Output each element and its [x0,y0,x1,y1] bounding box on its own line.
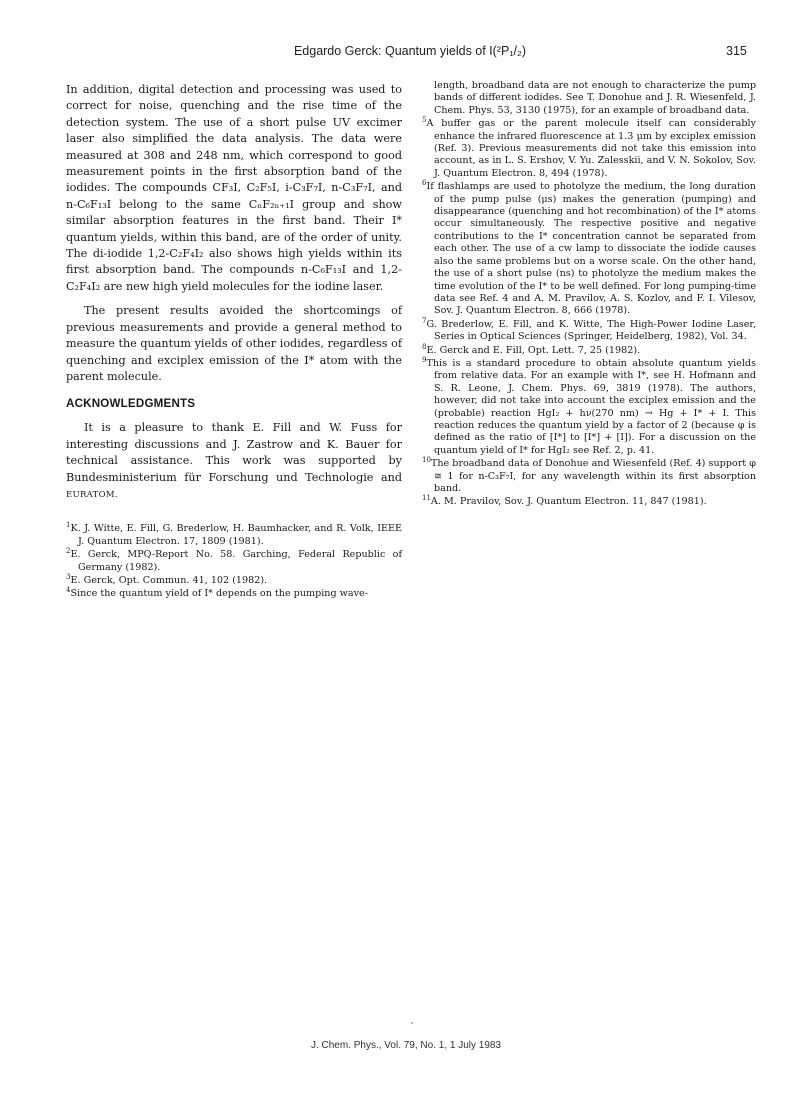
reference-text: length, broadband data are not enough to characterize the pump bands of different iodides. See T. Donohue and J. R. Wiesenfeld, J. Chem. Phys. 53, 3130 (1975), for an example of broadband data. [434,80,756,116]
reference-item [422,342,756,357]
reference-text: If flashlamps are used to photolyze the medium, the long duration of the pump pulse (μs) makes the generation (pumping) and disappearance (quenching and hot recombination) of the I* atoms occur simultaneously. The respective positive and negative contributions to the I* concentration cannot be separated from each other. The use of a cw lamp to dissociate the iodide causes also the same problems but on a worse scale. On the other hand, the use of a short pulse (ns) to photolyze the medium makes the time evolution of the I* to be well defined. For long pumping-time data see Ref. 4 and A. M. Pravilov, A. S. Kozlov, and F. I. Vilesov, Sov. J. Quantum Electron. 8, 666 (1978). [426,181,756,317]
reference-item [422,496,756,508]
reference-item [422,118,756,180]
body-paragraph: In addition, digital detection and processing was used to correct for noise, quenching and the rise time of the detection system. The use of a short pulse UV excimer laser also simplified the data analysis. The data were measured at 308 and 248 nm, which correspond to good measurement points in the first absorption band of the iodides. The compounds CF₃I, C₂F₅I, i-C₃F₇I, n-C₃F₇I, and n-C₆F₁₃I belong to the same CₙF₂ₙ₊₁I group and show similar absorption features in the first band. Their I* quantum yields, within this band, are of the order of unity. The di-iodide 1,2-C₂F₄I₂ also shows high yields within its first absorption band. The compounds n-C₆F₁₃I and 1,2-C₂F₄I₂ are new high yield molecules for the iodine laser. [66,83,402,293]
reference-item [422,355,756,457]
reference-item [66,549,402,574]
acknowledgments-text: It is a pleasure to thank E. Fill and W. Fuss for interesting discussions and J. Zastrow and K. Bauer for technical assistance. This work was supported by Bundesministerium für Forschung und Technologie and [66,421,402,484]
page-number: 315 [726,44,747,58]
acknowledgments-euratom: EURATOM. [66,489,118,500]
right-column [422,80,756,510]
reference-number: 1 [66,521,71,530]
reference-text: K. J. Witte, E. Fill, G. Brederlow, H. Baumhacker, and R. Volk, IEEE J. Quantum Electron. 17, 1809 (1981). [70,523,402,547]
reference-number: 6 [422,179,427,188]
acknowledgments-heading: ACKNOWLEDGMENTS [66,397,196,411]
reference-text: E. Gerck and E. Fill, Opt. Lett. 7, 25 (1982). [426,344,641,356]
reference-number: 11 [422,494,431,503]
reference-item [422,181,756,317]
reference-item [422,458,756,495]
reference-text: A buffer gas or the parent molecule itself can considerably enhance the infrared fluorescence at 1.3 μm by exciplex emission (Ref. 3). Previous measurements did not take this emission into account, as in L. S. Ershov, V. Yu. Zalesskii, and V. N. Sokolov, Sov. J. Quantum Electron. 8, 494 (1978). [426,118,756,179]
reference-text: The broadband data of Donohue and Wiesenfeld (Ref. 4) support φ ≅ 1 for n-C₃F₇I, for any wavelength within its first absorption band. [430,458,756,494]
reference-number: 10 [422,456,431,465]
journal-footer: J. Chem. Phys., Vol. 79, No. 1, 1 July 1983 [310,1040,502,1051]
reference-number: 2 [66,547,71,556]
acknowledgments-paragraph [66,420,402,503]
reference-text: E. Gerck, Opt. Commun. 41, 102 (1982). [70,574,268,586]
left-column [66,82,402,602]
scan-speck [411,1022,413,1024]
reference-text: E. Gerck, MPQ-Report No. 58. Garching, Federal Republic of Germany (1982). [70,549,402,573]
reference-item [66,588,402,600]
reference-text: G. Brederlow, E. Fill, and K. Witte, The High-Power Iodine Laser, Series in Optical Sciences (Springer, Heidelberg, 1982), Vol. 34. [426,318,756,343]
reference-list-left [66,523,402,600]
reference-number: 5 [422,116,427,125]
reference-item [422,316,756,344]
reference-number: 3 [66,572,71,581]
body-paragraph: The present results avoided the shortcomings of previous measurements and provide a general method to measure the quantum yields of other iodides, regardless of quenching and exciplex emission of the I* atom with the parent molecule. [66,304,402,383]
reference-number: 4 [66,586,71,595]
reference-item [66,523,402,548]
reference-number: 8 [422,342,427,351]
reference-text: Since the quantum yield of I* depends on the pumping wave- [70,588,368,600]
reference-text: A. M. Pravilov, Sov. J. Quantum Electron. 11, 847 (1981). [430,496,707,508]
reference-continuation [422,80,756,117]
reference-number: 9 [422,355,427,364]
reference-item [66,572,402,587]
running-header-title: Edgardo Gerck: Quantum yields of I(²P₁/₂) [293,44,527,58]
reference-text: This is a standard procedure to obtain absolute quantum yields from relative data. For an example with I*, see H. Hofmann and S. R. Leone, J. Chem. Phys. 69, 3819 (1978). The authors, however, did not take into account the exciplex emission and the (probable) reaction HgI₂ + hν(270 nm) → Hg + I* + I. This reaction reduces the quantum yield by a factor of 2 (because φ is defined as the ratio of [I*] to [I*] + [I]). For a discussion on the quantum yield of I* for HgI₂ see Ref. 2, p. 41. [426,357,756,456]
reference-number: 7 [422,316,427,325]
